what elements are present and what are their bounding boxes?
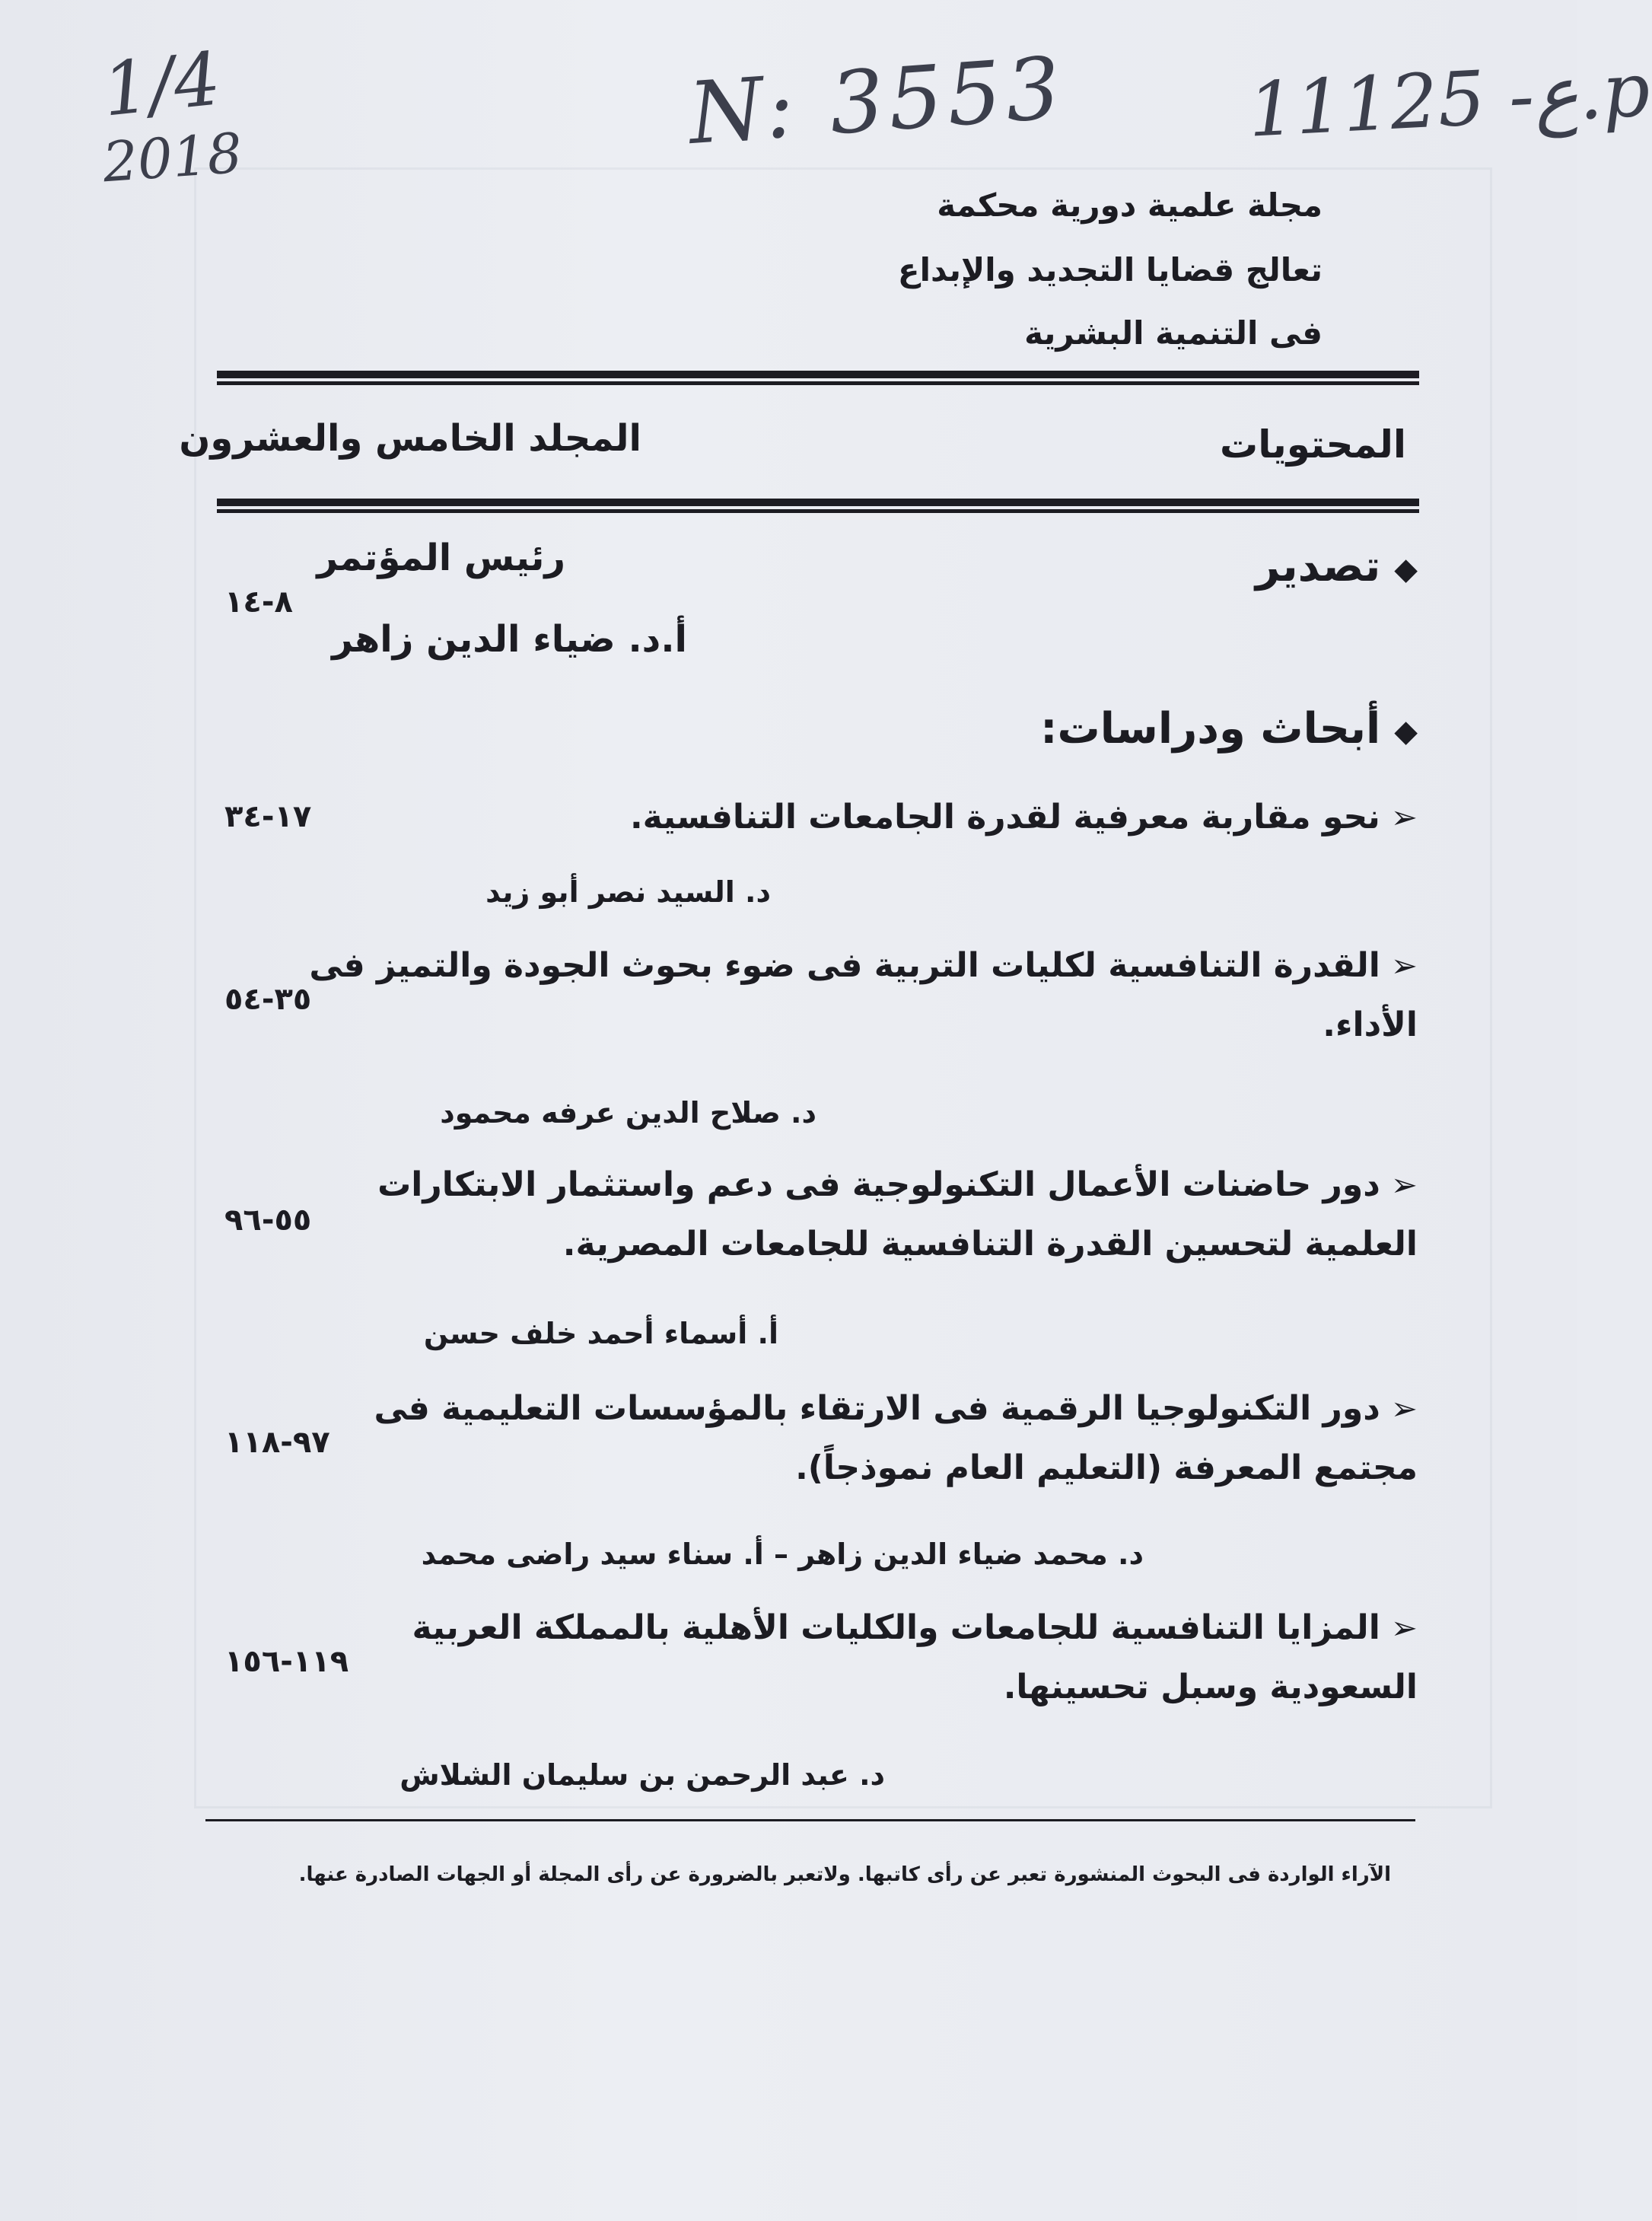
research-item-title: نحو مقاربة معرفية لقدرة الجامعات التنافسية. [629,798,1380,836]
handwritten-year: 2018 [100,120,244,195]
research-item-author: د. محمد ضياء الدين زاهر – أ. سناء سيد راضى محمد [421,1537,1144,1571]
research-item-title-line2: مجتمع المعرفة (التعليم العام نموذجاً). [795,1448,1418,1487]
diamond-icon: ◆ [1394,713,1418,749]
foreword-pages: ٨-١٤ [224,585,293,620]
arrow-bullet-icon: ➢ [1390,947,1418,984]
research-item-5[interactable] [412,1598,1418,1717]
foreword-section [1256,542,1418,591]
research-item-title-line1: القدرة التنافسية لكليات التربية فى ضوء بحوث الجودة والتميز فى [309,946,1380,985]
foreword-role: رئيس المؤتمر [317,537,565,579]
research-item-2[interactable] [309,936,1418,1055]
research-item-pages: ٣٥-٥٤ [224,982,312,1017]
research-item-pages: ٩٧-١١٨ [224,1425,330,1460]
disclaimer-footnote: الآراء الواردة فى البحوث المنشورة تعبر عن رأى كاتبها. ولاتعبر بالضرورة عن رأى المجلة أو الجهات الصادرة عنها. [298,1863,1391,1886]
journal-description-line1: مجلة علمية دورية محكمة [937,186,1323,224]
research-item-pages: ١٧-٣٤ [224,799,312,834]
diamond-icon: ◆ [1394,551,1418,587]
top-double-rule-thick [217,371,1419,378]
footnote-rule [205,1819,1415,1821]
research-item-author: د. عبد الرحمن بن سليمان الشلاش [399,1758,885,1792]
contents-heading: المحتويات [1219,422,1406,467]
top-double-rule-thin [217,381,1419,385]
foreword-author: أ.د. ضياء الدين زاهر [332,618,687,661]
arrow-bullet-icon: ➢ [1390,1166,1418,1203]
handwritten-fraction: 1/4 [98,36,224,133]
journal-description-line3: فى التنمية البشرية [1024,314,1323,352]
handwritten-code: 111ع- 25.p [1246,46,1652,155]
handwritten-number: N: 3553 [686,38,1068,164]
arrow-bullet-icon: ➢ [1390,1390,1418,1427]
research-item-author: د. صلاح الدين عرفه محمود [440,1096,816,1130]
research-item-author: د. السيد نصر أبو زيد [485,875,771,909]
research-item-3[interactable] [377,1155,1418,1274]
research-item-title-line2: العلمية لتحسين القدرة التنافسية للجامعات المصرية. [562,1225,1418,1263]
research-item-4[interactable] [374,1379,1418,1498]
journal-description-line2: تعالج قضايا التجديد والإبداع [897,251,1323,288]
research-section [1040,704,1418,754]
research-title: أبحاث ودراسات: [1040,704,1381,754]
research-item-title-line1: دور التكنولوجيا الرقمية فى الارتقاء بالمؤسسات التعليمية فى [374,1389,1380,1428]
arrow-bullet-icon: ➢ [1390,798,1418,836]
research-item-title-line1: المزايا التنافسية للجامعات والكليات الأهلية بالمملكة العربية [412,1608,1380,1647]
research-item-title-line1: دور حاضنات الأعمال التكنولوجية فى دعم واستثمار الابتكارات [377,1165,1380,1204]
research-item-author: أ. أسماء أحمد خلف حسن [423,1317,778,1350]
second-double-rule-thin [217,509,1419,513]
second-double-rule-thick [217,499,1419,506]
arrow-bullet-icon: ➢ [1390,1609,1418,1646]
research-item-1[interactable] [630,788,1418,847]
research-item-pages: ١١٩-١٥٦ [224,1644,349,1679]
foreword-title: تصدير [1255,542,1381,591]
research-item-pages: ٥٥-٩٦ [224,1203,312,1238]
research-item-title-line2: السعودية وسبل تحسينها. [1003,1668,1418,1706]
volume-heading: المجلد الخامس والعشرون [179,417,641,460]
research-item-title-line2: الأداء. [1323,1005,1418,1044]
